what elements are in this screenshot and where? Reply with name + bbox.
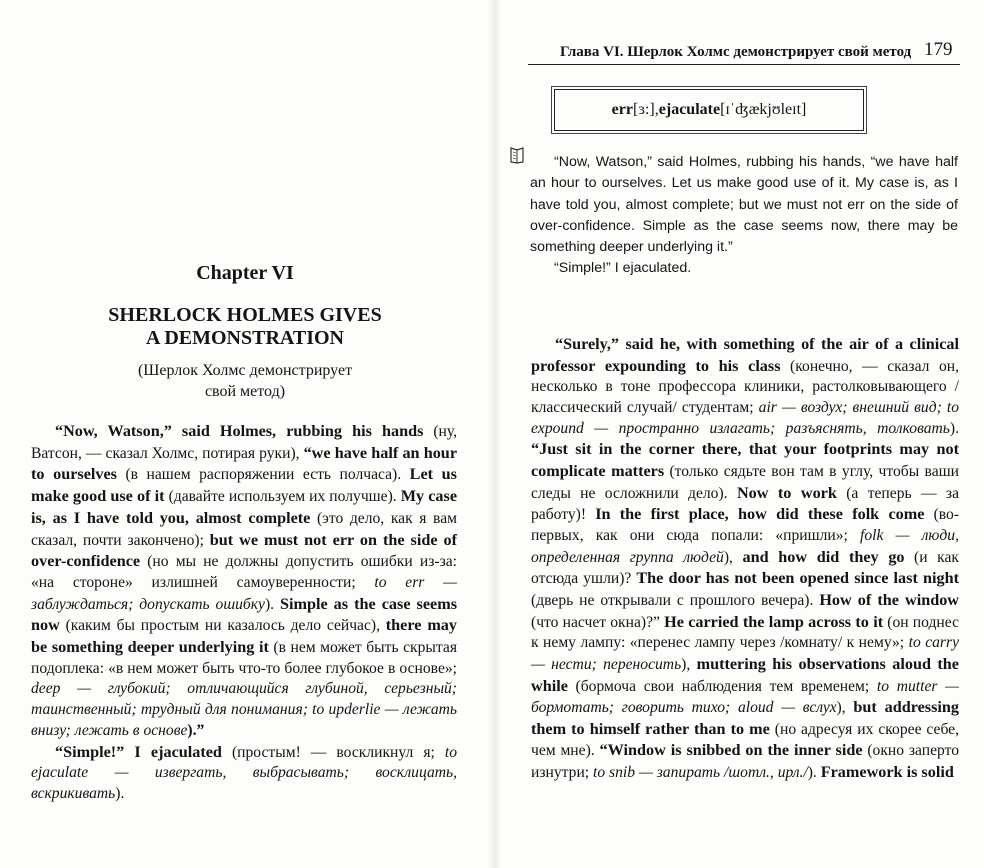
- page-number: 179: [924, 39, 953, 60]
- russian-gloss: (это дело, как я вам сказал, почти закончено);: [31, 509, 458, 549]
- english-phrase: The door has not been opened since last night: [636, 569, 960, 588]
- running-header: [528, 38, 960, 65]
- right-page-text: [531, 334, 959, 784]
- vocab-word-ejaculate: ejaculate: [658, 101, 721, 118]
- english-phrase: How of the window: [819, 590, 959, 609]
- russian-gloss: (только сядьте вон там в углу, чтобы ваши следы не осложнили дело).: [531, 462, 959, 502]
- russian-gloss: ),: [836, 699, 854, 717]
- english-phrase: muttering his observations aloud the while: [531, 654, 959, 695]
- dictionary-note: to snib — запирать /шотл., ирл./: [593, 764, 808, 782]
- russian-gloss: (в нашем распоряжении есть полчаса).: [116, 466, 410, 484]
- english-phrase: but we must not err on the side of over-confidence: [31, 530, 457, 571]
- english-phrase: “Simple!” I ejaculated: [55, 742, 222, 761]
- right-paragraph-1: [531, 334, 959, 784]
- chapter-title: [30, 304, 460, 350]
- english-phrase: and how did they go: [742, 547, 905, 566]
- book-gutter: [488, 0, 502, 868]
- russian-gloss: (конечно, — сказал он, несколько в тоне профессора клиники, растолковывающего /классический случай/ студентам;: [531, 357, 959, 416]
- russian-gloss: (он поднес к нему лампу: «перенес лампу через /комнату/ к нему»;: [531, 613, 959, 652]
- english-phrase: Framework is solid: [820, 763, 954, 782]
- left-page-text: [31, 421, 457, 805]
- russian-gloss: (дверь не открывали с прошлого вечера).: [531, 591, 820, 609]
- running-title: Глава VI. Шерлок Холмс демонстрирует свой метод: [560, 44, 912, 60]
- original-paragraph-2: “Simple!” I ejaculated.: [554, 260, 692, 277]
- chapter-title-line-2: A DEMONSTRATION: [146, 327, 344, 349]
- chapter-subtitle-line-1: (Шерлок Холмс демонстрирует: [137, 362, 353, 379]
- russian-gloss: ).”: [187, 721, 205, 739]
- russian-gloss: ).: [264, 595, 280, 613]
- russian-gloss: (во-первых, как они сюда попали: «пришли»;: [531, 506, 960, 544]
- vocab-ipa-ejaculate: [ɪˈʤækjʊleɪt]: [720, 101, 807, 118]
- english-phrase: In the first place, how did these folk come: [595, 505, 925, 524]
- russian-gloss: (и как отсюда ушли)?: [531, 548, 959, 588]
- dictionary-note: air — воздух; внешний вид; to expound — пространно излагать; разъяснять, толковать: [531, 398, 959, 437]
- dictionary-note: to carry — нести; переносить: [531, 634, 959, 673]
- english-phrase: “Now, Watson,” said Holmes, rubbing his hands: [55, 422, 424, 440]
- left-paragraph-1: [31, 421, 457, 742]
- vocab-word-err: err: [611, 101, 633, 118]
- english-phrase: Now to work: [736, 483, 837, 502]
- chapter-subtitle: [30, 360, 460, 402]
- russian-gloss: (простым! — воскликнул я;: [221, 743, 445, 761]
- english-phrase: “Surely,” said he, with something of the air of a clinical professor expounding to his class: [531, 335, 959, 375]
- english-phrase: Simple as the case seems now: [31, 594, 457, 635]
- english-phrase: there may be something deeper underlying it: [31, 616, 457, 657]
- vocab-ipa-err: [ɜ:],: [632, 101, 659, 118]
- vocabulary-box: [554, 89, 864, 131]
- open-book-icon: [510, 146, 524, 164]
- russian-gloss: ),: [681, 655, 697, 673]
- chapter-number: Chapter VI: [196, 262, 294, 284]
- english-phrase: “we have half an hour to ourselves: [31, 443, 457, 484]
- russian-gloss: (давайте используем их получше).: [164, 488, 401, 506]
- russian-gloss: ),: [723, 548, 743, 566]
- chapter-subtitle-line-2: свой метод): [204, 383, 286, 400]
- russian-gloss: ).: [949, 419, 959, 437]
- dictionary-note: deep — глубокий; отличающийся глубиной, серьезный; таинственный; трудный для понимания; to upderlie — лежать внизу; лежать в основе: [31, 680, 457, 739]
- russian-gloss: (что насчет окна)?”: [531, 613, 665, 631]
- english-phrase: but addressing them to himself rather than to me: [531, 698, 960, 738]
- dictionary-note: folk — люди, определенная группа людей: [531, 526, 959, 566]
- english-phrase: He carried the lamp across to it: [664, 612, 884, 631]
- original-text-block: [530, 152, 958, 280]
- original-paragraph-1: “Now, Watson,” said Holmes, rubbing his hands, “we have half an hour to ourselves. Let us make good use of it. My case is, as I have told you, almost complete; but we must not err on the side of over-confidence. Simple as the case seems now, there may be something deeper underlying it.”: [530, 154, 958, 256]
- english-phrase: Let us make good use of it: [31, 465, 457, 506]
- russian-gloss: (но мы не должны допустить ошибки из-за: «на стороне» излишней самоуверенности;: [31, 553, 457, 591]
- left-paragraph-2: [31, 742, 457, 805]
- russian-gloss: ).: [115, 784, 125, 802]
- dictionary-note: to mutter — бормотать; говорить тихо; aloud — вслух: [531, 677, 959, 717]
- russian-gloss: (бормоча свои наблюдения тем временем;: [567, 677, 877, 695]
- english-phrase: My case is, as I have told you, almost complete: [31, 487, 458, 527]
- dictionary-note: to ejaculate — извергать, выбрасывать; восклицать, вскрикивать: [31, 743, 458, 802]
- english-phrase: “Just sit in the corner there, that your footprints may not complicate matters: [531, 440, 959, 480]
- russian-gloss: (окно заперто изнутри;: [531, 742, 959, 782]
- russian-gloss: (каким бы простым ни казалось дело сейчас),: [59, 617, 386, 635]
- russian-gloss: (а теперь — за работу)!: [531, 484, 959, 524]
- russian-gloss: ).: [807, 764, 821, 782]
- russian-gloss: (но адресуя их скорее себе, чем мне).: [531, 720, 960, 760]
- chapter-title-line-1: SHERLOCK HOLMES GIVES: [108, 304, 382, 326]
- english-phrase: “Window is snibbed on the inner side: [599, 741, 863, 760]
- russian-gloss: (в нем может быть скрытая подоплека: «в нем может быть что-то более глубокое в основе»;: [31, 639, 457, 677]
- russian-gloss: (ну, Ватсон, — сказал Холмс, потирая руки),: [31, 423, 457, 462]
- dictionary-note: to err — заблуждаться; допускать ошибку: [31, 573, 457, 613]
